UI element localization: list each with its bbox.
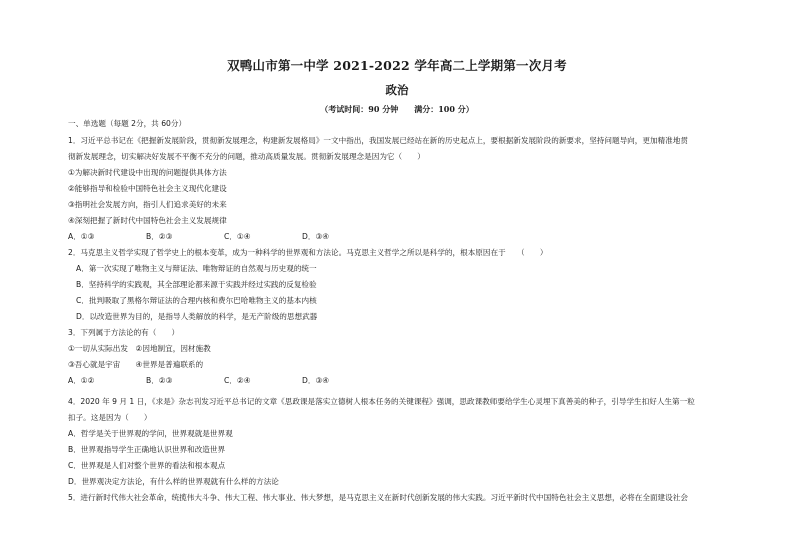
- subject-title: 政治: [385, 83, 409, 97]
- q5-stem-line1: 5．进行新时代伟大社会革命，统揽伟大斗争、伟大工程、伟大事业、伟大梦想，是马克思主义在新时代创新发展的伟大实践。习近平新时代中国特色社会主义思想，必将在全面建设社会: [68, 493, 688, 502]
- q1-stem-line1: 1．习近平总书记在《把握新发展阶段，贯彻新发展理念，构建新发展格局》一文中指出，我国发展已经站在新的历史起点上，要根据新发展阶段的新要求，坚持问题导向，更加精准地贯: [68, 136, 688, 145]
- section-heading: 一、单选题（每题 2分，共 60分）: [68, 119, 187, 128]
- q1-option-a: A．①③: [68, 232, 95, 241]
- q3-option-a: A．①②: [68, 376, 95, 385]
- q2-option-a: A．第一次实现了唯物主义与辩证法、唯物辩证的自然观与历史观的统一: [76, 264, 317, 273]
- q3-stem: 3．下列属于方法论的有（ ）: [68, 328, 180, 337]
- q1-option-d: D．③④: [302, 232, 330, 241]
- q1-item-1: ①为解决新时代建设中出现的问题提供具体方法: [68, 168, 227, 177]
- q4-stem-line1: 4．2020 年 9 月 1 日，《求是》杂志刊发习近平总书记的文章《思政课是落实立德树人根本任务的关键课程》强调，思政课教师要给学生心灵埋下真善美的种子，引导学生扣好人生第一粒: [68, 397, 695, 406]
- q1-item-3: ③指明社会发展方向，指引人们追求美好的未来: [68, 200, 227, 209]
- exam-title: 双鸭山市第一中学 2021-2022 学年高二上学期第一次月考: [227, 58, 567, 73]
- q3-option-b: B．②③: [146, 376, 173, 385]
- q1-stem-line2: 彻新发展理念，切实解决好发展不平衡不充分的问题，推动高质量发展。贯彻新发展理念是因为它（ ）: [68, 152, 425, 161]
- q4-option-b: B．世界观指导学生正确地认识世界和改造世界: [68, 445, 226, 454]
- q1-item-4: ④深刻把握了新时代中国特色社会主义发展规律: [68, 216, 227, 225]
- q4-stem-line2: 扣子。这是因为（ ）: [68, 413, 152, 422]
- exam-meta: （考试时间：90 分钟 满分：100 分）: [320, 104, 474, 114]
- q2-stem: 2．马克思主义哲学实现了哲学史上的根本变革，成为一种科学的世界观和方法论。马克思主义哲学之所以是科学的，根本原因在于 （ ）: [68, 248, 548, 257]
- q4-option-d: D．世界观决定方法论，有什么样的世界观就有什么样的方法论: [68, 477, 279, 486]
- q1-option-b: B．②③: [146, 232, 173, 241]
- q2-option-b: B．坚持科学的实践观，其全部理论都来源于实践并经过实践的反复检验: [76, 280, 317, 289]
- q4-option-a: A．哲学是关于世界观的学问，世界观就是世界观: [68, 429, 233, 438]
- q3-items-line1: ①一切从实际出发 ②因地制宜，因材施教: [68, 344, 211, 353]
- q3-items-line2: ③吾心就是宇宙 ④世界是普遍联系的: [68, 360, 204, 369]
- q1-options: [68, 231, 380, 242]
- q2-option-d: D．以改造世界为目的，是指导人类解放的科学，是无产阶级的思想武器: [76, 312, 318, 321]
- q1-item-2: ②能够指导和检验中国特色社会主义现代化建设: [68, 184, 227, 193]
- q3-option-d: D．③④: [302, 376, 330, 385]
- q1-option-c: C．①④: [224, 232, 251, 241]
- q3-options: [68, 375, 380, 386]
- q2-option-c: C．批判吸取了黑格尔辩证法的合理内核和费尔巴哈唯物主义的基本内核: [76, 296, 317, 305]
- q3-option-c: C．②④: [224, 376, 251, 385]
- q4-option-c: C．世界观是人们对整个世界的看法和根本观点: [68, 461, 226, 470]
